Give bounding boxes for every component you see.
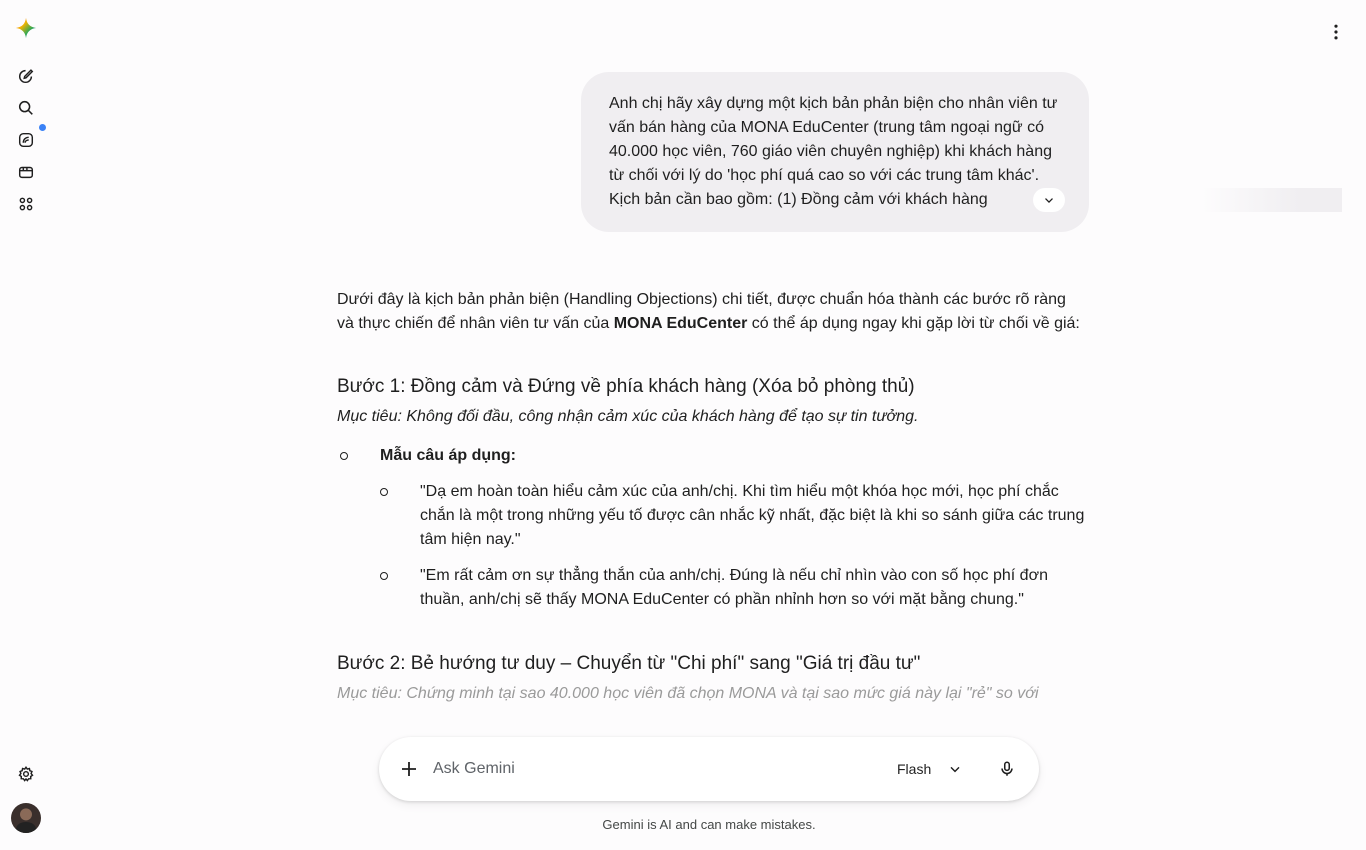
user-message-text: Anh chị hãy xây dựng một kịch bản phản biện cho nhân viên tư vấn bán hàng của MONA EduCenter (trung tâm ngoại ngữ có 40.000 học viên, 760 giáo viên chuyên nghiệp) khi khách hàng từ chối với lý do 'học phí quá cao so với các trung tâm khác'. Kịch bản cần bao gồm: (1) Đồng cảm với khách hàng bbox=[609, 95, 1058, 208]
step2-heading: Bước 2: Bẻ hướng tư duy – Chuyển từ "Chi phí" sang "Giá trị đầu tư" bbox=[337, 653, 921, 674]
gemini-logo-icon[interactable] bbox=[10, 12, 42, 44]
library-button[interactable] bbox=[10, 156, 42, 188]
bullet-icon bbox=[380, 488, 388, 496]
avatar[interactable] bbox=[11, 803, 41, 833]
more-vert-icon bbox=[1326, 22, 1346, 42]
intro-bold: MONA EduCenter bbox=[613, 315, 748, 332]
model-response bbox=[337, 288, 1087, 706]
list-label: Mẫu câu áp dụng: bbox=[380, 447, 516, 464]
prompt-composer bbox=[379, 737, 1039, 801]
settings-button[interactable] bbox=[10, 758, 42, 790]
chevron-down-icon bbox=[947, 761, 963, 777]
library-icon bbox=[17, 163, 35, 181]
plus-icon bbox=[399, 759, 419, 779]
new-chat-button[interactable] bbox=[10, 60, 42, 92]
list-item bbox=[337, 480, 1087, 552]
list-item bbox=[337, 444, 1087, 468]
step2-goal: Mục tiêu: Chứng minh tại sao 40.000 học viên đã chọn MONA và tại sao mức giá này lại "rẻ" so với bbox=[337, 685, 1039, 702]
side-rail bbox=[0, 0, 54, 850]
apps-icon bbox=[17, 195, 35, 213]
more-options-button[interactable] bbox=[1324, 20, 1348, 44]
microphone-button[interactable] bbox=[993, 755, 1021, 783]
bubble-fade bbox=[1202, 188, 1342, 212]
disclaimer-text: Gemini is AI and can make mistakes. bbox=[602, 817, 816, 832]
intro-text: Dưới đây là kịch bản phản biện (Handling Objections) chi tiết, được chuẩn hóa thành các bước rõ ràng và thực chiến để nhân viên tư vấn của bbox=[337, 291, 1066, 332]
user-message-bubble bbox=[581, 72, 1089, 232]
step1-heading: Bước 1: Đồng cảm và Đứng về phía khách hàng (Xóa bỏ phòng thủ) bbox=[337, 376, 915, 397]
list-item bbox=[337, 564, 1087, 612]
bullet-icon bbox=[340, 452, 348, 460]
apps-button[interactable] bbox=[10, 188, 42, 220]
notification-dot bbox=[39, 124, 46, 131]
step1-goal: Mục tiêu: Không đối đầu, công nhận cảm xúc của khách hàng để tạo sự tin tưởng. bbox=[337, 408, 919, 425]
search-icon bbox=[17, 99, 35, 117]
intro-text-end: có thể áp dụng ngay khi gặp lời từ chối về giá: bbox=[747, 315, 1080, 332]
prompt-input[interactable] bbox=[433, 757, 873, 781]
bullet-icon bbox=[380, 572, 388, 580]
gems-button[interactable] bbox=[10, 124, 42, 156]
model-selector[interactable] bbox=[897, 755, 963, 783]
response-intro bbox=[337, 288, 1087, 336]
gear-icon bbox=[17, 765, 35, 783]
microphone-icon bbox=[998, 760, 1016, 778]
quote-text: "Em rất cảm ơn sự thẳng thắn của anh/chị. Đúng là nếu chỉ nhìn vào con số học phí đơn thuần, anh/chị sẽ thấy MONA EduCenter có phần nhỉnh hơn so với mặt bằng chung." bbox=[420, 567, 1048, 608]
quote-text: "Dạ em hoàn toàn hiểu cảm xúc của anh/chị. Khi tìm hiểu một khóa học mới, học phí chắc chắn là một trong những yếu tố được cân nhắc kỹ nhất, đặc biệt là khi so sánh giữa các trung tâm hiện nay." bbox=[420, 483, 1085, 548]
expand-message-button[interactable] bbox=[1033, 188, 1065, 212]
edit-icon bbox=[17, 67, 35, 85]
gem-icon bbox=[17, 131, 35, 149]
search-button[interactable] bbox=[10, 92, 42, 124]
add-attachment-button[interactable] bbox=[395, 755, 423, 783]
chevron-down-icon bbox=[1042, 193, 1056, 207]
model-label: Flash bbox=[897, 761, 932, 777]
